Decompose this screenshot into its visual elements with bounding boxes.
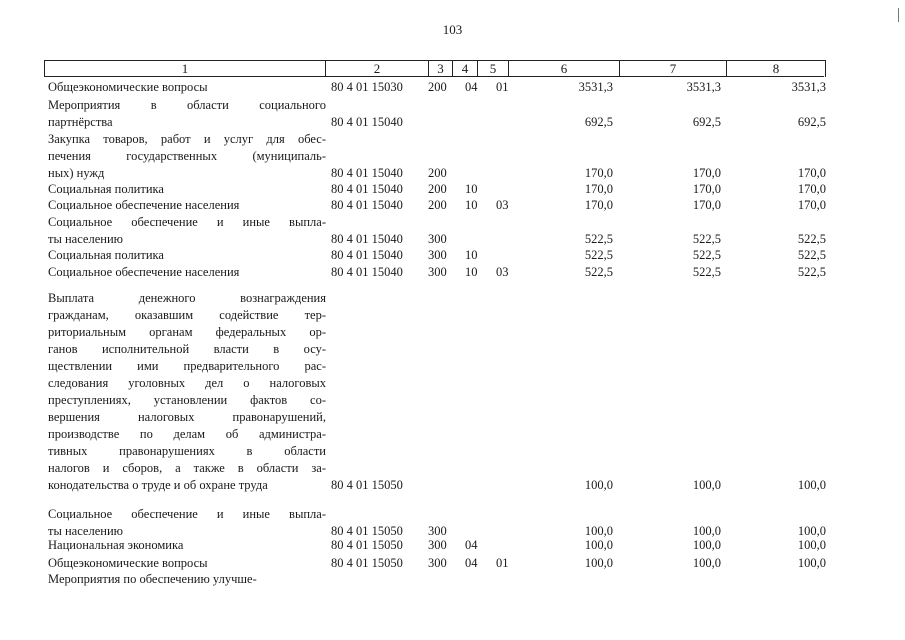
subsection-code: 03 — [496, 265, 509, 279]
amount-year-2: 522,5 — [692, 265, 721, 279]
target-article-code: 80 4 01 15040 — [331, 182, 403, 196]
target-article-code: 80 4 01 15040 — [331, 198, 403, 212]
amount-year-2: 522,5 — [692, 232, 721, 246]
row-name-line: риториальным органам федеральных ор- — [48, 325, 326, 339]
row-name-line: Общеэкономические вопросы — [48, 556, 208, 570]
row-name-line: ты населению — [48, 232, 123, 246]
amount-year-3: 3531,3 — [791, 80, 826, 94]
header-col-6: 6 — [509, 61, 620, 77]
row-name-line: Общеэкономические вопросы — [48, 80, 208, 94]
amount-year-3: 170,0 — [797, 182, 826, 196]
row-name-line: конодательства о труде и об охране труда — [48, 478, 268, 492]
header-col-8: 8 — [772, 61, 780, 76]
row-name — [48, 290, 326, 494]
row-name — [48, 571, 326, 588]
amount-year-2: 3531,3 — [686, 80, 721, 94]
row-name-line: Социальное обеспечение и иные выпла- — [48, 507, 326, 521]
row-name-line: Социальная политика — [48, 248, 164, 262]
header-col-1: 1 — [45, 61, 326, 77]
amount-year-3: 522,5 — [797, 265, 826, 279]
target-article-code: 80 4 01 15040 — [331, 166, 403, 180]
amount-year-1: 522,5 — [584, 248, 613, 262]
page-number: 103 — [442, 22, 463, 37]
row-name — [48, 247, 326, 264]
row-name — [48, 181, 326, 198]
amount-year-3: 522,5 — [797, 248, 826, 262]
expense-type-code: 300 — [428, 556, 447, 570]
row-name-line: Социальная политика — [48, 182, 164, 196]
amount-year-2: 522,5 — [692, 248, 721, 262]
row-name — [48, 131, 326, 182]
target-article-code: 80 4 01 15050 — [331, 556, 403, 570]
row-name — [48, 197, 326, 214]
amount-year-1: 100,0 — [584, 524, 613, 538]
amount-year-3: 692,5 — [797, 115, 826, 129]
target-article-code: 80 4 01 15050 — [331, 524, 403, 538]
row-name-line: Национальная экономика — [48, 538, 184, 552]
row-name — [48, 537, 326, 554]
amount-year-1: 522,5 — [584, 232, 613, 246]
amount-year-2: 100,0 — [692, 556, 721, 570]
row-name — [48, 97, 326, 131]
amount-year-3: 100,0 — [797, 478, 826, 492]
expense-type-code: 200 — [428, 198, 447, 212]
amount-year-3: 170,0 — [797, 198, 826, 212]
header-col-5: 5 — [478, 61, 509, 77]
row-name-line: вершения налоговых правонарушений, — [48, 410, 326, 424]
amount-year-1: 100,0 — [584, 538, 613, 552]
amount-year-3: 100,0 — [797, 556, 826, 570]
row-name — [48, 555, 326, 572]
subsection-code: 03 — [496, 198, 509, 212]
amount-year-3: 100,0 — [797, 538, 826, 552]
expense-type-code: 300 — [428, 265, 447, 279]
row-name — [48, 214, 326, 248]
amount-year-2: 692,5 — [692, 115, 721, 129]
row-name-line: ных) нужд — [48, 166, 105, 180]
target-article-code: 80 4 01 15040 — [331, 248, 403, 262]
row-name-line: партнёрства — [48, 115, 113, 129]
section-code: 04 — [465, 80, 478, 94]
header-col-4: 4 — [453, 61, 478, 77]
header-col-7: 7 — [620, 61, 727, 77]
row-name-line: налогов и сборов, а также в области за- — [48, 461, 326, 475]
header-col-3: 3 — [429, 61, 453, 77]
row-name-line: производстве по делам об администра- — [48, 427, 326, 441]
row-name-line: печения государственных (муниципаль- — [48, 149, 326, 163]
row-name-line: преступлениях, установлении фактов со- — [48, 393, 326, 407]
expense-type-code: 300 — [428, 538, 447, 552]
amount-year-3: 522,5 — [797, 232, 826, 246]
header-bottom-rule — [44, 76, 824, 77]
amount-year-2: 170,0 — [692, 198, 721, 212]
target-article-code: 80 4 01 15030 — [331, 80, 403, 94]
expense-type-code: 300 — [428, 232, 447, 246]
target-article-code: 80 4 01 15040 — [331, 232, 403, 246]
row-name-line: Социальное обеспечение населения — [48, 265, 240, 279]
row-name — [48, 79, 326, 96]
expense-type-code: 300 — [428, 248, 447, 262]
expense-type-code: 200 — [428, 80, 447, 94]
row-name-line: ты населению — [48, 524, 123, 538]
amount-year-1: 522,5 — [584, 265, 613, 279]
section-code: 04 — [465, 538, 478, 552]
row-name-line: следования уголовных дел о налоговых — [48, 376, 326, 390]
expense-type-code: 200 — [428, 166, 447, 180]
row-name-line: Мероприятия по обеспечению улучше- — [48, 572, 257, 586]
row-name — [48, 506, 326, 540]
amount-year-1: 170,0 — [584, 166, 613, 180]
amount-year-2: 100,0 — [692, 478, 721, 492]
row-name-line: Мероприятия в области социального — [48, 98, 326, 112]
row-name-line: ществлении ими предварительного рас- — [48, 359, 326, 373]
amount-year-2: 170,0 — [692, 166, 721, 180]
amount-year-3: 100,0 — [797, 524, 826, 538]
row-name-line: тивных правонарушениях в области — [48, 444, 326, 458]
row-name-line: гражданам, оказавшим содействие тер- — [48, 308, 326, 322]
header-col-2: 2 — [326, 61, 429, 77]
section-code: 10 — [465, 248, 478, 262]
target-article-code: 80 4 01 15050 — [331, 538, 403, 552]
subsection-code: 01 — [496, 556, 509, 570]
row-name-line: Социальное обеспечение и иные выпла- — [48, 215, 326, 229]
amount-year-2: 170,0 — [692, 182, 721, 196]
subsection-code: 01 — [496, 80, 509, 94]
row-name-line: Выплата денежного вознаграждения — [48, 291, 326, 305]
expense-type-code: 300 — [428, 524, 447, 538]
table-header — [44, 60, 826, 77]
section-code: 04 — [465, 556, 478, 570]
amount-year-2: 100,0 — [692, 538, 721, 552]
section-code: 10 — [465, 198, 478, 212]
target-article-code: 80 4 01 15040 — [331, 265, 403, 279]
amount-year-1: 100,0 — [584, 556, 613, 570]
target-article-code: 80 4 01 15040 — [331, 115, 403, 129]
amount-year-1: 170,0 — [584, 182, 613, 196]
amount-year-1: 170,0 — [584, 198, 613, 212]
amount-year-3: 170,0 — [797, 166, 826, 180]
target-article-code: 80 4 01 15050 — [331, 478, 403, 492]
section-code: 10 — [465, 182, 478, 196]
section-code: 10 — [465, 265, 478, 279]
row-name-line: Социальное обеспечение населения — [48, 198, 240, 212]
amount-year-2: 100,0 — [692, 524, 721, 538]
scan-edge-mark — [898, 8, 899, 22]
amount-year-1: 100,0 — [584, 478, 613, 492]
row-name — [48, 264, 326, 281]
expense-type-code: 200 — [428, 182, 447, 196]
amount-year-1: 3531,3 — [578, 80, 613, 94]
row-name-line: Закупка товаров, работ и услуг для обес- — [48, 132, 326, 146]
amount-year-1: 692,5 — [584, 115, 613, 129]
row-name-line: ганов исполнительной власти в осу- — [48, 342, 326, 356]
